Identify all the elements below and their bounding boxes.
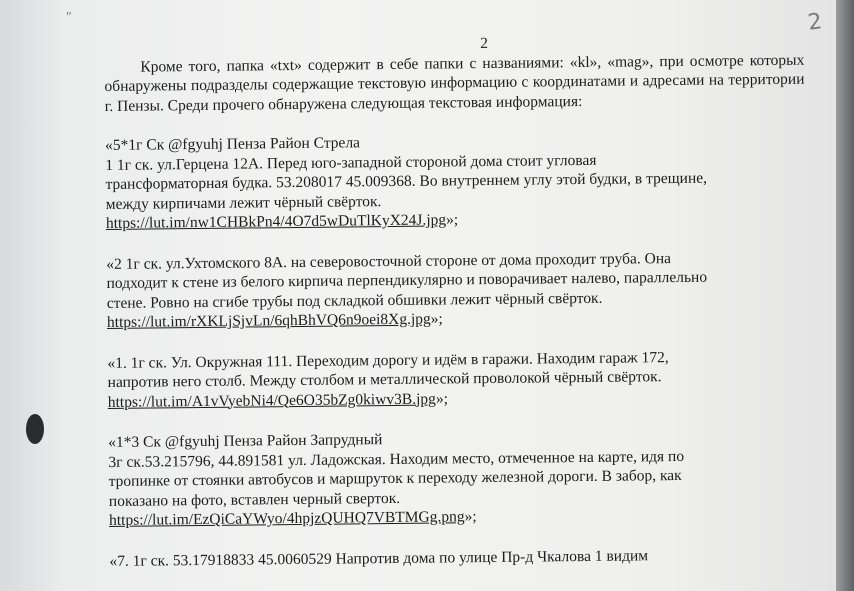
entry-line: показано на фото, вставлен черный сверток. (108, 489, 401, 510)
binder-hole (26, 414, 44, 444)
entry-line: между кирпичами лежит чёрный свёрток. (105, 192, 382, 213)
entry-line: «5*1г Ск @fgyuhj Пенза Район Стрела (105, 134, 361, 154)
link-suffix: »; (435, 389, 449, 408)
entry-line: тропинке от стоянки автобусов и маршруток к переходу железной дороги. В забор, как (108, 466, 682, 490)
link-suffix: »; (446, 211, 459, 229)
entry-line: «2 1г ск. ул.Ухтомского 8А. на северовосточной стороне от дома проходит труба. Она (106, 249, 672, 273)
page-edge-shadow (836, 0, 854, 591)
page-number: 2 (480, 34, 489, 53)
entry-line: напротив него столб. Между столбом и металлической проволокой чёрный свёрток. (107, 368, 662, 391)
entry-4 (108, 426, 809, 531)
link-suffix: »; (464, 508, 477, 526)
handwritten-page-number: 2 (806, 9, 824, 36)
intro-paragraph: Кроме того, папка «txt» содержит в себе папки с названиями: «kl», «mag», при осмотре которых обнаружены подразделы содержащие текстовую информацию с координатами и адресами на территории г. Пензы. Среди прочего обнаружена следующая текстовая информация: (104, 51, 805, 115)
entry-line: 1 1г ск. ул.Герцена 12А. Перед юго-западной стороной дома стоит угловая (105, 151, 597, 174)
entry-2 (106, 247, 807, 332)
entry-line: 3г ск.53.215796, 44.891581 ул. Ладожская. Находим место, отмеченное на карте, идя по (108, 447, 685, 471)
image-link[interactable]: https://lut.im/rXKLjSjvLn/6qhBhVQ6n9oei8Xg.jpg (106, 310, 431, 331)
margin-mark: ″ (66, 10, 72, 25)
entry-3 (107, 346, 808, 412)
cut-off-line: «7. 1г ск. 53.17918833 45.0060529 Напротив дома по улице Пр-д Чкалова 1 видим (109, 546, 649, 570)
document-body (104, 31, 810, 571)
image-link[interactable]: https://lut.im/nw1CHBkPn4/4O7d5wDuTlKyX24J.jpg (105, 211, 447, 232)
entry-line: трансформаторная будка. 53.208017 45.009368. Во внутреннем углу этой будки, в трещине, (105, 169, 708, 193)
entry-1 (105, 129, 806, 234)
entry-line: стене. Ровно на сгибе трубы под складкой обшивки лежит чёрный свёрток. (106, 289, 603, 312)
entry-line: подходит к стене из белого кирпича перпендикулярно и поворачивает налево, параллельно (106, 268, 708, 292)
image-link[interactable]: https://lut.im/EzQiCaYWyo/4hpjzQUHQ7VBTMGg.png (108, 508, 465, 529)
entry-line: «1*3 Ск @fgyuhj Пенза Район Запрудный (108, 431, 383, 451)
link-suffix: »; (430, 310, 443, 328)
entry-line: «1. 1г ск. Ул. Окружная 111. Переходим дорогу и идём в гаражи. Находим гараж 172, (107, 348, 669, 372)
image-link[interactable]: https://lut.im/A1vVyebNi4/Qe6O35bZg0kiwv3B.jpg (107, 390, 436, 411)
